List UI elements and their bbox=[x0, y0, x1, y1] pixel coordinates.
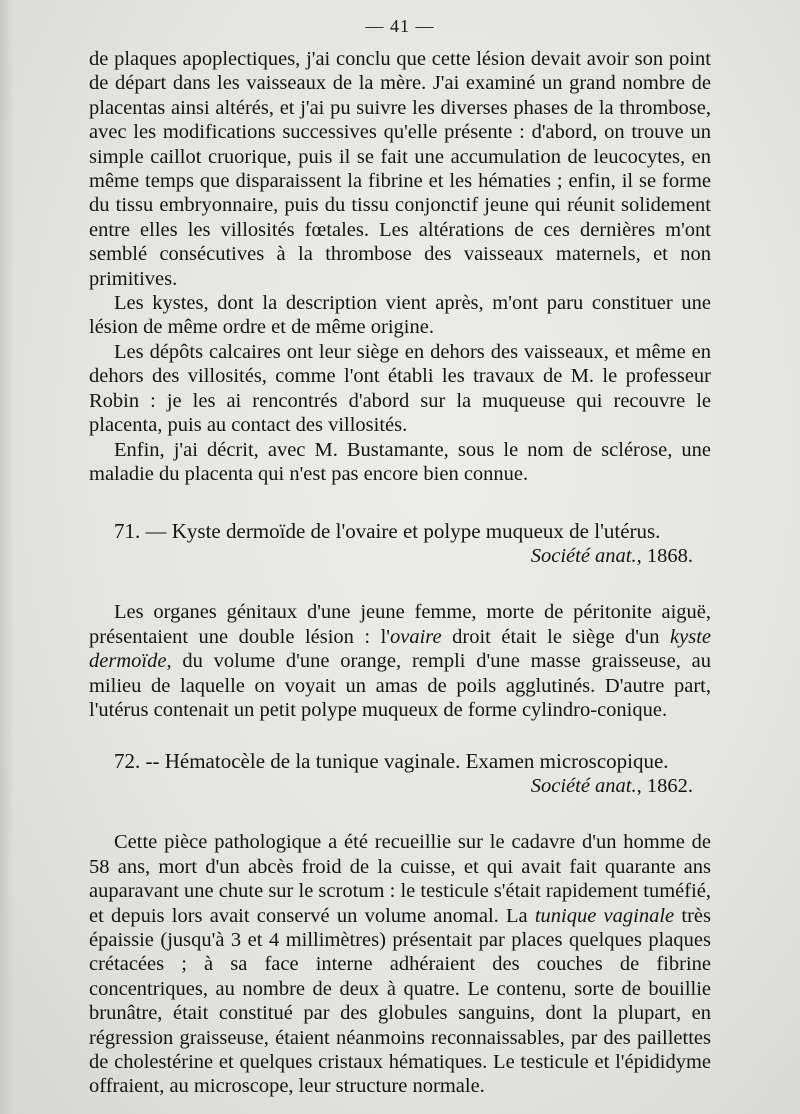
section-72-source bbox=[89, 774, 711, 798]
section-71-body bbox=[89, 600, 711, 722]
section-72 bbox=[89, 749, 711, 1098]
section-71-source bbox=[89, 544, 711, 568]
section-71-body-text-1: Les organes génitaux d'une jeune femme, morte de péritonite aiguë, présentaient une double lésion : l' bbox=[89, 601, 711, 648]
section-71-source-year: , 1868. bbox=[636, 545, 693, 568]
section-72-body-text-2: très épaissie (jusqu'à 3 et 4 millimètres) présentait par places quelques plaques crétacées ; à sa face interne adhéraient des couches de fibrine concentriques, au nombre de deux à quatre. Le contenu, sorte de bouillie brunâtre, était constitué par des globules sanguins, dont la plupart, en régression graisseuse, étaient néanmoins reconnaissables, par des paillettes de cholestérine et quelques cristaux hématiques. Le testicule et l'épididyme offraient, au microscope, leur structure normale. bbox=[89, 904, 711, 1098]
page-edge-shadow bbox=[0, 0, 14, 1114]
section-71-body-text-3: , du volume d'une orange, rempli d'une masse graisseuse, au milieu de laquelle on voyait un amas de poils agglutinés. D'autre part, l'utérus contenait un petit polype muqueux de forme cylindro-conique. bbox=[89, 650, 711, 721]
section-72-heading: 72. -- Hématocèle de la tunique vaginale. Examen microscopique. bbox=[114, 749, 669, 774]
intro-paragraph-1: de plaques apoplectiques, j'ai conclu que cette lésion devait avoir son point de départ dans les vaisseaux de la mère. J'ai examiné un grand nombre de placentas ainsi altérés, et j'ai pu suivre les diverses phases de la thrombose, avec les modifications successives qu'elle présente : d'abord, on trouve un simple caillot cruorique, puis il se fait une accumulation de leucocytes, en même temps que disparaissent la fibrine et les hématies ; enfin, il se forme du tissu embryonnaire, puis du tissu conjonctif jeune qui réunit solidement entre elles les villosités fœtales. Les altérations de ces dernières m'ont semblé consécutives à la thrombose des vaisseaux maternels, et non primitives. bbox=[89, 48, 711, 290]
section-72-body-em-tunique: tunique vaginale bbox=[534, 904, 675, 927]
section-72-source-name: Société anat. bbox=[530, 775, 637, 798]
intro-paragraph-3: Les dépôts calcaires ont leur siège en dehors des vaisseaux, et même en dehors des villosités, comme l'ont établi les travaux de M. le professeur Robin : je les ai rencontrés d'abord sur la muqueuse qui recouvre le placenta, puis au contact des villosités. bbox=[89, 340, 711, 437]
section-72-source-year: , 1862. bbox=[636, 775, 693, 798]
section-71-heading: 71. — Kyste dermoïde de l'ovaire et polype muqueux de l'utérus. bbox=[114, 519, 661, 544]
page-content bbox=[89, 47, 711, 1099]
section-71-source-name: Société anat. bbox=[530, 545, 637, 568]
intro-paragraph-4: Enfin, j'ai décrit, avec M. Bustamante, sous le nom de sclérose, une maladie du placenta qui n'est pas encore bien connue. bbox=[89, 438, 711, 485]
section-71-body-text-2: droit était le siège d'un bbox=[441, 625, 671, 648]
section-72-body bbox=[89, 830, 711, 1098]
section-72-body-text-1: Cette pièce pathologique a été recueillie sur le cadavre d'un homme de 58 ans, mort d'un abcès froid de la cuisse, et qui avait fait quarante ans auparavant une chute sur le scrotum : le testicule s'était rapidement tuméfié, et depuis lors avait conservé un volume anomal. La bbox=[89, 831, 711, 927]
page-number: — 41 — bbox=[365, 16, 435, 36]
intro-paragraph-2: Les kystes, dont la description vient après, m'ont paru constituer une lésion de même ordre et de même origine. bbox=[89, 292, 711, 339]
section-71 bbox=[89, 519, 711, 722]
section-71-body-em-ovaire: ovaire bbox=[390, 625, 442, 648]
section-71-body-em-kyste: kyste dermoïde bbox=[89, 625, 711, 673]
